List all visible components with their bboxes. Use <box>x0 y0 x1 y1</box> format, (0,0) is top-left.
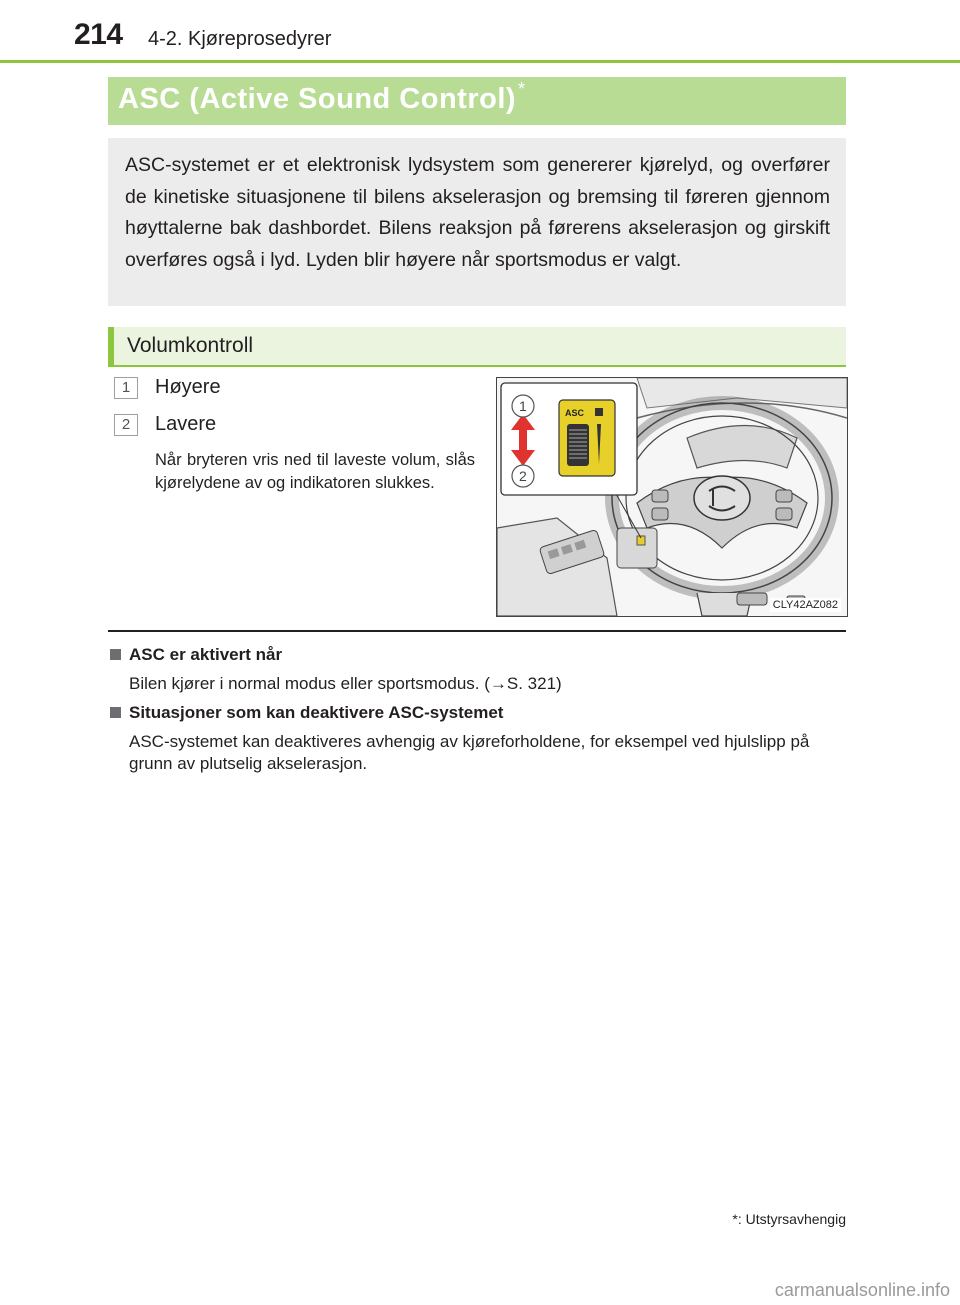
note-body-2: ASC-systemet kan deaktiveres avhengig av kjøreforholdene, for eksempel ved hjulslipp på grunn av plutselig akselerasjon. <box>129 732 810 773</box>
footnote-text: : Utstyrsavhengig <box>737 1211 846 1227</box>
figure-code: CLY42AZ082 <box>770 598 841 612</box>
figure-callout-2: 2 <box>519 468 527 484</box>
page-number: 214 <box>74 18 123 51</box>
intro-text: ASC-systemet er et elektronisk lydsystem som genererer kjørelyd, og overfører de kinetiske situasjonene til bilens akselerasjon og bremsing til føreren gjennom høyttalerne bak dashbordet. Bilens reaksjon på førerens akselerasjon og girskift overføres også i lyd. Lyden blir høyere når sportsmodus er valgt. <box>125 154 830 271</box>
note-heading-2-text: Situasjoner som kan deaktivere ASC-systemet <box>129 703 504 722</box>
subsection-heading: Volumkontroll <box>127 334 254 357</box>
bullet-square-icon <box>110 707 121 718</box>
watermark: carmanualsonline.info <box>774 1280 950 1300</box>
footnote-marker: * <box>732 1211 738 1227</box>
note-heading-1 <box>110 645 282 665</box>
subsection-heading-bar <box>108 327 846 367</box>
dashboard-illustration <box>496 377 848 617</box>
page-title <box>118 79 526 116</box>
item-label-lower: Lavere <box>155 413 217 435</box>
footnote <box>732 1211 846 1227</box>
section-label: 4-2. Kjøreprosedyrer <box>148 28 332 50</box>
bullet-square-icon <box>110 649 121 660</box>
section-divider <box>108 630 846 632</box>
intro-box <box>108 138 846 306</box>
note-heading-1-text: ASC er aktivert når <box>129 645 283 664</box>
header-divider <box>0 60 960 63</box>
asc-switch-label: ASC <box>565 408 585 418</box>
note-heading-2 <box>110 703 503 723</box>
item-label-higher: Høyere <box>155 376 221 398</box>
volume-note: Når bryteren vris ned til laveste volum, slås kjørelydene av og indikatoren slukkes. <box>155 451 475 492</box>
optional-equipment-marker: * <box>518 79 526 99</box>
dashboard-drawing <box>497 378 847 616</box>
page-title-text: ASC (Active Sound Control) <box>118 83 517 115</box>
item-number-2: 2 <box>114 414 138 436</box>
subsection-accent <box>108 327 114 367</box>
note-body-1: Bilen kjører i normal modus eller sportsmodus. (→S. 321) <box>129 674 562 693</box>
item-number-1: 1 <box>114 377 138 399</box>
title-bar <box>108 77 846 125</box>
figure-callout-1: 1 <box>519 398 527 414</box>
